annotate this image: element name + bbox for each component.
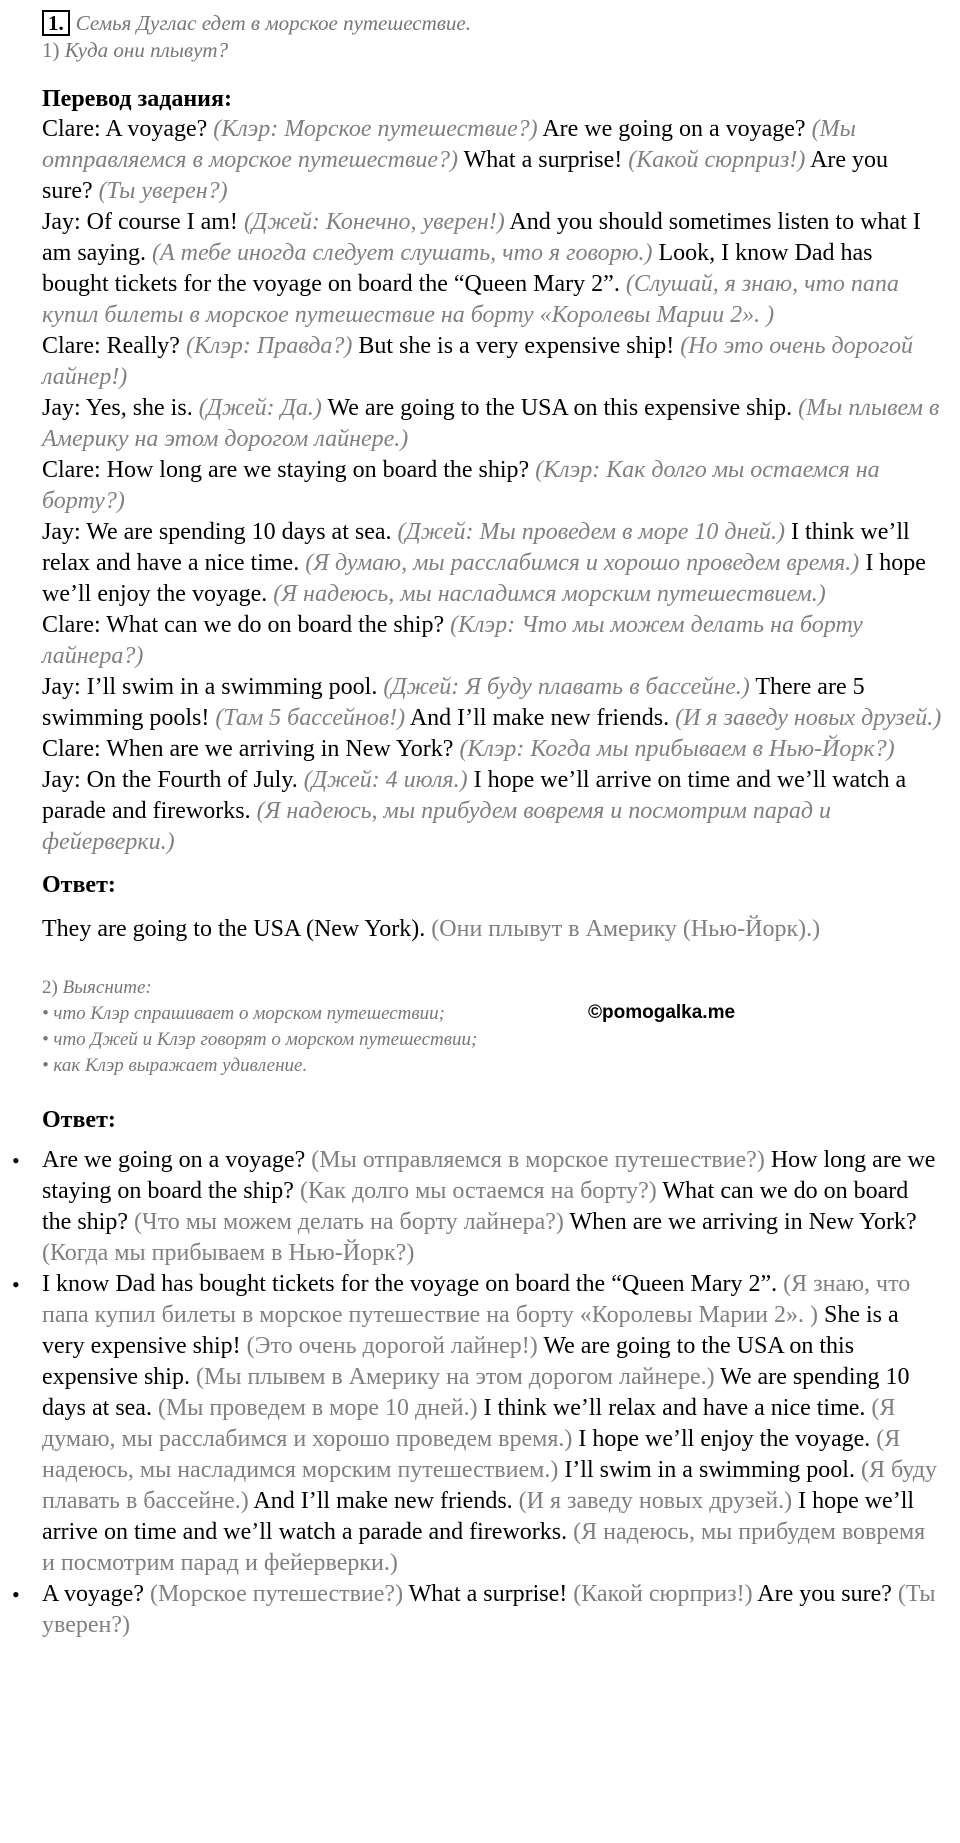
- task-number: 1.: [42, 10, 70, 36]
- task-2: [42, 975, 942, 1079]
- dialogue-line: [42, 517, 942, 610]
- translation-text: (Клэр: Как долго мы остаемся на борту?): [42, 457, 880, 514]
- answer-1-text: [42, 914, 942, 945]
- document: [12, 0, 942, 1641]
- dialogue-line: [42, 393, 942, 455]
- task-2-item: • как Клэр выражает удивление.: [42, 1055, 308, 1076]
- question-1-text: Куда они плывут?: [64, 38, 229, 62]
- translation-text: (Как долго мы остаемся на борту?): [299, 1178, 657, 1204]
- translation-text: (Я знаю, что папа купил билеты в морское путешествие на борту «Королевы Марии 2». ): [42, 1271, 911, 1328]
- translation-text: (Я буду плавать в бассейне.): [42, 1457, 937, 1514]
- task-instruction: Семья Дуглас едет в морское путешествие.: [75, 11, 471, 35]
- dialogue-line: [42, 610, 942, 672]
- english-text: What can we do on board the ship?: [42, 1178, 909, 1235]
- question-1-number: 1): [42, 38, 60, 62]
- translation-text: (Там 5 бассейнов!): [215, 705, 406, 731]
- translation-text: (Клэр: Правда?): [185, 333, 353, 359]
- translation-text: (Я думаю, мы расслабимся и хорошо проведем время.): [305, 550, 860, 576]
- english-text: Jay: Of course I am!: [42, 209, 244, 235]
- translation-text: (Клэр: Морское путешествие?): [213, 116, 538, 142]
- translation-text: (Что мы можем делать на борту лайнера?): [133, 1209, 564, 1235]
- translation-text: (Какой сюрприз!): [628, 147, 806, 173]
- dialogue-line: [42, 765, 942, 858]
- english-text: Look, I know Dad has bought tickets for the voyage on board the “Queen Mary 2”.: [42, 240, 873, 297]
- answer-2-item: [12, 1145, 942, 1269]
- bullet: •: [12, 1582, 20, 1607]
- translation-title: Перевод задания:: [42, 86, 232, 112]
- answer-2-list: [12, 1145, 942, 1641]
- dialogue-line: [42, 455, 942, 517]
- english-text: And I’ll make new friends.: [405, 705, 676, 731]
- dialogue-line: [42, 672, 942, 734]
- translation-text: (И я заведу новых друзей.): [518, 1488, 793, 1514]
- english-text: And you should sometimes listen to what I am saying.: [42, 209, 921, 266]
- dialogue-line: [42, 734, 942, 765]
- english-text: I hope we’ll enjoy the voyage.: [572, 1426, 877, 1452]
- dialogue-line: [42, 207, 942, 331]
- english-text: Clare: What can we do on board the ship?: [42, 612, 451, 638]
- english-text: Jay: We are spending 10 days at sea.: [42, 519, 398, 545]
- english-text: Are we going on a voyage?: [42, 1147, 312, 1173]
- translation-text: (Мы плывем в Америку на этом дорогом лайнере.): [195, 1364, 715, 1390]
- english-text: Are you sure?: [752, 1581, 898, 1607]
- english-text: Are you sure?: [42, 147, 889, 204]
- translation-text: (Джей: 4 июля.): [303, 767, 468, 793]
- translation-text: (Джей: Я буду плавать в бассейне.): [383, 674, 750, 700]
- translation-text: (А тебе иногда следует слушать, что я говорю.): [151, 240, 653, 266]
- translation-text: (Я надеюсь, мы насладимся морским путешествием.): [42, 1426, 901, 1483]
- dialogue-line: [42, 331, 942, 393]
- translation-text: (Слушай, я знаю, что папа купил билеты в морское путешествие на борту «Королевы Марии 2». ): [42, 271, 899, 328]
- answer-1-en: They are going to the USA (New York).: [42, 916, 432, 942]
- english-text: Jay: I’ll swim in a swimming pool.: [42, 674, 384, 700]
- dialogue: [42, 114, 942, 858]
- watermark: ©pomogalka.me: [588, 1002, 736, 1023]
- english-text: Are we going on a voyage?: [537, 116, 812, 142]
- english-text: I hope we’ll enjoy the voyage.: [42, 550, 926, 607]
- english-text: When are we arriving in New York?: [563, 1209, 917, 1235]
- task-2-item: • что Джей и Клэр говорят о морском путешествии;: [42, 1029, 478, 1050]
- translation-text: (Морское путешествие?): [149, 1581, 404, 1607]
- english-text: What a surprise!: [458, 147, 629, 173]
- translation-text: (И я заведу новых друзей.): [675, 705, 942, 731]
- translation-text: (Джей: Мы проведем в море 10 дней.): [397, 519, 786, 545]
- answer-2-item: [12, 1579, 942, 1641]
- english-text: But she is a very expensive ship!: [352, 333, 681, 359]
- translation-text: (Джей: Да.): [198, 395, 322, 421]
- english-text: We are going to the USA on this expensive ship.: [42, 1333, 855, 1390]
- translation-text: (Ты уверен?): [98, 178, 228, 204]
- english-text: She is a very expensive ship!: [42, 1302, 899, 1359]
- translation-text: (Я надеюсь, мы насладимся морским путешествием.): [273, 581, 826, 607]
- task-2-number: 2): [42, 977, 58, 998]
- english-text: Clare: A voyage?: [42, 116, 214, 142]
- english-text: I hope we’ll arrive on time and we’ll watch a parade and fireworks.: [42, 767, 907, 824]
- task-2-item: • что Клэр спрашивает о морском путешествии;: [42, 1003, 445, 1024]
- bullet: •: [12, 1148, 20, 1173]
- english-text: A voyage?: [42, 1581, 150, 1607]
- translation-text: (Когда мы прибываем в Нью-Йорк?): [42, 1240, 415, 1266]
- translation-text: (Но это очень дорогой лайнер!): [42, 333, 914, 390]
- english-text: There are 5 swimming pools!: [42, 674, 865, 731]
- english-text: Jay: Yes, she is.: [42, 395, 199, 421]
- answer-2-title: Ответ:: [42, 1107, 116, 1133]
- english-text: We are going to the USA on this expensive ship.: [321, 395, 799, 421]
- english-text: What a surprise!: [403, 1581, 574, 1607]
- translation-text: (Клэр: Когда мы прибываем в Нью-Йорк?): [459, 736, 895, 762]
- translation-text: (Это очень дорогой лайнер!): [246, 1333, 538, 1359]
- translation-text: (Я думаю, мы расслабимся и хорошо проведем время.): [42, 1395, 896, 1452]
- translation-text: (Я надеюсь, мы прибудем вовремя и посмотрим парад и фейерверки.): [42, 798, 832, 855]
- task-2-header: [42, 975, 942, 1001]
- english-text: I know Dad has bought tickets for the voyage on board the “Queen Mary 2”.: [42, 1271, 784, 1297]
- answer-1-title: Ответ:: [42, 872, 116, 898]
- bullet: •: [12, 1272, 20, 1297]
- translation-text: (Клэр: Что мы можем делать на борту лайнера?): [42, 612, 863, 669]
- answer-2-item: [12, 1269, 942, 1579]
- task-header: [42, 10, 942, 37]
- english-text: I think we’ll relax and have a nice time.: [477, 1395, 872, 1421]
- translation-text: (Мы отправляемся в морское путешествие?): [311, 1147, 765, 1173]
- english-text: And I’ll make new friends.: [248, 1488, 519, 1514]
- translation-text: (Джей: Конечно, уверен!): [243, 209, 505, 235]
- translation-text: (Мы плывем в Америку на этом дорогом лайнере.): [42, 395, 940, 452]
- english-text: How long are we staying on board the ship?: [42, 1147, 936, 1204]
- english-text: Jay: On the Fourth of July.: [42, 767, 304, 793]
- dialogue-line: [42, 114, 942, 207]
- answer-1-ru: (Они плывут в Америку (Нью-Йорк).): [431, 916, 821, 942]
- translation-text: (Я надеюсь, мы прибудем вовремя и посмотрим парад и фейерверки.): [42, 1519, 926, 1576]
- english-text: I hope we’ll arrive on time and we’ll watch a parade and fireworks.: [42, 1488, 915, 1545]
- english-text: Clare: Really?: [42, 333, 186, 359]
- english-text: Clare: How long are we staying on board the ship?: [42, 457, 536, 483]
- question-1: [42, 37, 942, 64]
- english-text: Clare: When are we arriving in New York?: [42, 736, 460, 762]
- english-text: We are spending 10 days at sea.: [42, 1364, 910, 1421]
- translation-text: (Мы отправляемся в морское путешествие?): [42, 116, 856, 173]
- translation-text: (Ты уверен?): [42, 1581, 936, 1638]
- task-2-title: Выясните:: [62, 977, 152, 998]
- english-text: I’ll swim in a swimming pool.: [558, 1457, 861, 1483]
- translation-text: (Какой сюрприз!): [573, 1581, 753, 1607]
- english-text: I think we’ll relax and have a nice time.: [42, 519, 910, 576]
- translation-text: (Мы проведем в море 10 дней.): [157, 1395, 478, 1421]
